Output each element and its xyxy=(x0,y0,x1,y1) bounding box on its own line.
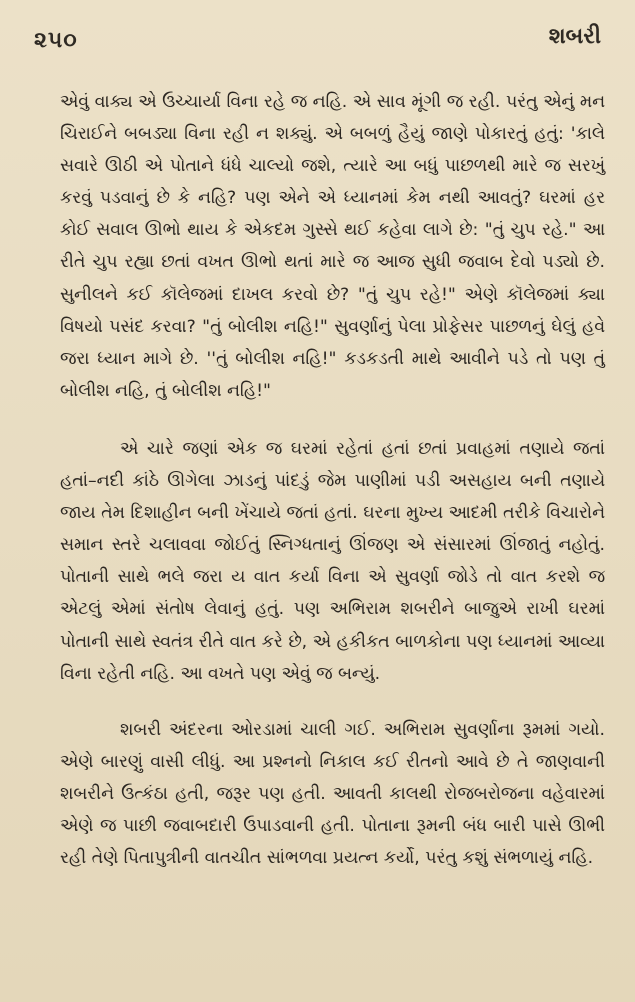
paragraph-1: એવું વાક્ય એ ઉચ્ચાર્યા વિના રહે જ નહિ. એ સાવ મૂંગી જ રહી. પરંતુ એનું મન ચિરાઈને બબડ્યા વિના રહી ન શક્યું. એ બબળું હૈયું જાણે પોકારતું હતું: 'કાલે સવારે ઊઠી એ પોતાને ધંધે ચાલ્યો જશે, ત્યારે આ બધું પાછળથી મારે જ સરખું કરવું પડવાનું છે કે નહિ? પણ એને એ ધ્યાનમાં કેમ નથી આવતું? ઘરમાં હર કોઈ સવાલ ઊભો થાય કે એકદમ ગુસ્સે થઈ કહેવા લાગે છે: "તું ચુપ રહે." આ રીતે ચુપ રહ્યા છતાં વખત ઊભો થતાં મારે જ આજ સુધી જવાબ દેવો પડ્યો છે. સુનીલને કઈ કૉલેજમાં દાખલ કરવો છે? "તું ચુપ રહે!" એણે કૉલેજમાં ક્યા વિષયો પસંદ કરવા? "તું બોલીશ નહિ!" સુવર્ણાનું પેલા પ્રોફેસર પાછળનું ઘેલું હવે જરા ધ્યાન માગે છે. ''તું બોલીશ નહિ!" કડકડતી માથે આવીને પડે તો પણ તું બોલીશ નહિ, તું બોલીશ નહિ!" xyxy=(60,92,605,401)
running-head-title: શબરી xyxy=(548,24,601,49)
page-header xyxy=(0,0,635,90)
body-text xyxy=(60,86,605,874)
page-number: ૨૫૦ xyxy=(34,28,78,53)
paragraph-3: શબરી અંદરના ઓરડામાં ચાલી ગઈ. અભિરામ સુવર્ણાના રૂમમાં ગયો. એણે બારણું વાસી લીધું. આ પ્રશ્નનો નિકાલ કઈ રીતનો આવે છે તે જાણવાની શબરીને ઉત્કંઠા હતી, જરૂર પણ હતી. આવતી કાલથી રોજબરોજના વહેવારમાં એણે જ પાછી જવાબદારી ઉપાડવાની હતી. પોતાના રૂમની બંધ બારી પાસે ઊભી રહી તેણે પિતાપુત્રીની વાતચીત સાંભળવા પ્રયત્ન કર્યો, પરંતુ કશું સંભળાયું નહિ. xyxy=(60,719,605,869)
paragraph-2: એ ચારે જણાં એક જ ઘરમાં રહેતાં હતાં છતાં પ્રવાહમાં તણાયે જતાં હતાં–નદી કાંઠે ઊગેલા ઝાડનું પાંદડું જેમ પાણીમાં પડી અસહાય બની તણાયે જાય તેમ દિશાહીન બની ખેંચાયે જતાં હતાં. ઘરના મુખ્ય આદમી તરીકે વિચારોને સમાન સ્તરે ચલાવવા જોઈતું સ્નિગ્ધતાનું ઊંજણ એ સંસારમાં ઊંજાતું નહોતું. પોતાની સાથે ભલે જરા ય વાત કર્યા વિના એ સુવર્ણા જોડે તો વાત કરશે જ એટલું એમાં સંતોષ લેવાનું હતું. પણ અભિરામ શબરીને બાજુએ રાખી ઘરમાં પોતાની સાથે સ્વતંત્ર રીતે વાત કરે છે, એ હકીકત બાળકોના પણ ધ્યાનમાં આવ્યા વિના રહેતી નહિ. આ વખતે પણ એવું જ બન્યું. xyxy=(60,438,605,684)
